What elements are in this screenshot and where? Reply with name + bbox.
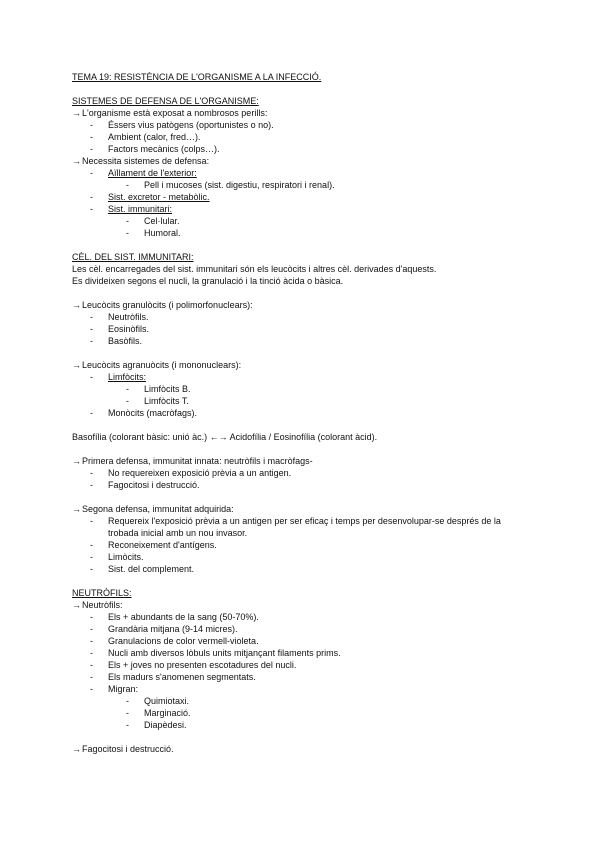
list-item bbox=[90, 192, 210, 204]
bullet-line bbox=[72, 504, 234, 516]
line-text: Necessita sistemes de defensa: bbox=[82, 156, 210, 166]
line-text: Requereix l'exposició prèvia a un antigen per ser eficaç i temps per desenvolupar-se després de la bbox=[108, 516, 501, 526]
line-text: Grandària mitjana (9-14 micres). bbox=[108, 624, 238, 634]
list-item bbox=[90, 516, 501, 528]
list-item bbox=[90, 468, 291, 480]
bullet-line bbox=[72, 456, 313, 468]
list-item bbox=[90, 120, 274, 132]
line-text: Pell i mucoses (sist. digestiu, respiratori i renal). bbox=[144, 180, 335, 190]
dash-bullet: - bbox=[90, 312, 93, 322]
arrow-right-icon: → bbox=[72, 108, 81, 118]
line-text: Sist. immunitari: bbox=[108, 204, 173, 214]
list-item bbox=[90, 672, 256, 684]
arrow-right-icon: → bbox=[72, 744, 81, 754]
line-text: Els + abundants de la sang (50-70%). bbox=[108, 612, 259, 622]
line-text: Factors mecànics (colps…). bbox=[108, 144, 220, 154]
dash-bullet: - bbox=[90, 624, 93, 634]
dash-bullet: - bbox=[90, 372, 93, 382]
dash-bullet: - bbox=[90, 648, 93, 658]
line-text: Fagocitosi i destrucció. bbox=[82, 744, 174, 754]
dash-bullet: - bbox=[90, 612, 93, 622]
dash-bullet: - bbox=[90, 168, 93, 178]
line-text: Quimiotaxi. bbox=[144, 696, 190, 706]
line-text: L'organisme està exposat a nombrosos perills: bbox=[82, 108, 268, 118]
line-text: No requereixen exposició prèvia a un antigen. bbox=[108, 468, 292, 478]
dash-bullet: - bbox=[90, 540, 93, 550]
arrow-right-icon: → bbox=[72, 360, 81, 370]
list-item bbox=[126, 216, 180, 228]
dash-bullet: - bbox=[90, 204, 93, 214]
paragraph-line: Es divideixen segons el nucli, la granulació i la tinció àcida o bàsica. bbox=[72, 276, 344, 286]
line-text: Aïllament de l'exterior: bbox=[108, 168, 197, 178]
dash-bullet: - bbox=[90, 672, 93, 682]
arrow-right-icon: → bbox=[72, 156, 81, 166]
bullet-line bbox=[72, 600, 123, 612]
line-text: Migran: bbox=[108, 684, 139, 694]
line-text: Limfòcits T. bbox=[144, 396, 189, 406]
line-text: Basòfils. bbox=[108, 336, 143, 346]
dash-bullet: - bbox=[90, 636, 93, 646]
line-text: Diapèdesi. bbox=[144, 720, 187, 730]
list-item bbox=[90, 552, 144, 564]
dash-bullet: - bbox=[90, 564, 93, 574]
list-item bbox=[90, 648, 341, 660]
line-text: Éssers vius patògens (oportunistes o no). bbox=[108, 120, 274, 130]
line-text: Sist. excretor - metabòlic. bbox=[108, 192, 210, 202]
dash-bullet: - bbox=[126, 396, 129, 406]
dash-bullet: - bbox=[90, 120, 93, 130]
list-item bbox=[126, 696, 189, 708]
paragraph-line: Les cèl. encarregades del sist. immunitari són els leucòcits i altres cèl. derivades d'aquests. bbox=[72, 264, 437, 274]
dash-bullet: - bbox=[126, 384, 129, 394]
dash-bullet: - bbox=[126, 180, 129, 190]
dash-bullet: - bbox=[126, 720, 129, 730]
dash-bullet: - bbox=[90, 468, 93, 478]
line-text: Limfòcits B. bbox=[144, 384, 191, 394]
section-heading-defense-systems: SISTEMES DE DEFENSA DE L'ORGANISME: bbox=[72, 96, 259, 106]
dash-bullet: - bbox=[126, 216, 129, 226]
paragraph-line: Basofília (colorant bàsic: unió àc.) ←→ Acidofília / Eosinofília (colorant àcid). bbox=[72, 432, 378, 442]
list-item bbox=[90, 636, 259, 648]
list-item bbox=[90, 660, 296, 672]
line-text: Leucòcits agranuòcits (i mononuclears): bbox=[82, 360, 242, 370]
dash-bullet: - bbox=[90, 192, 93, 202]
line-text: Limòcits. bbox=[108, 552, 144, 562]
dash-bullet: - bbox=[126, 228, 129, 238]
dash-bullet: - bbox=[90, 132, 93, 142]
list-item bbox=[90, 612, 259, 624]
line-text: Reconeixement d'antígens. bbox=[108, 540, 217, 550]
bullet-line bbox=[72, 744, 174, 756]
dash-bullet: - bbox=[90, 324, 93, 334]
list-item bbox=[126, 228, 181, 240]
section-heading-neutrophils: NEUTRÒFILS: bbox=[72, 588, 132, 598]
dash-bullet: - bbox=[90, 408, 93, 418]
arrow-right-icon: → bbox=[72, 300, 81, 310]
list-item-continuation: trobada inicial amb un nou invasor. bbox=[108, 528, 248, 538]
document-title: TEMA 19: RESISTÈNCIA DE L'ORGANISME A LA INFECCIÓ. bbox=[72, 72, 322, 82]
line-text: Leucòcits granulòcits (i polimorfonuclears): bbox=[82, 300, 253, 310]
dash-bullet: - bbox=[90, 480, 93, 490]
bullet-line bbox=[72, 108, 267, 120]
dash-bullet: - bbox=[90, 144, 93, 154]
line-text: Fagocitosi i destrucció. bbox=[108, 480, 200, 490]
bullet-line bbox=[72, 360, 241, 372]
list-item bbox=[90, 624, 238, 636]
list-item bbox=[90, 564, 194, 576]
line-text: Marginació. bbox=[144, 708, 191, 718]
line-text: Eosinòfils. bbox=[108, 324, 150, 334]
list-item bbox=[90, 372, 146, 384]
line-text: Els + joves no presenten escotadures del nucli. bbox=[108, 660, 297, 670]
dash-bullet: - bbox=[126, 696, 129, 706]
dash-bullet: - bbox=[90, 516, 93, 526]
arrow-right-icon: → bbox=[72, 456, 81, 466]
list-item bbox=[90, 408, 197, 420]
bullet-line bbox=[72, 156, 209, 168]
list-item bbox=[90, 540, 217, 552]
line-text: Segona defensa, immunitat adquirida: bbox=[82, 504, 234, 514]
list-item bbox=[90, 132, 201, 144]
list-item bbox=[90, 324, 149, 336]
dash-bullet: - bbox=[90, 660, 93, 670]
list-item bbox=[90, 312, 149, 324]
line-text: Neutròfils. bbox=[108, 312, 149, 322]
line-text: Neutròfils: bbox=[82, 600, 123, 610]
list-item bbox=[90, 684, 138, 696]
line-text: Humoral. bbox=[144, 228, 181, 238]
dash-bullet: - bbox=[126, 708, 129, 718]
list-item bbox=[126, 180, 335, 192]
bullet-line bbox=[72, 300, 253, 312]
dash-bullet: - bbox=[90, 336, 93, 346]
line-text: Granulacions de color vermell-violeta. bbox=[108, 636, 259, 646]
list-item bbox=[90, 480, 200, 492]
line-text: Limfòcits: bbox=[108, 372, 147, 382]
line-text: Sist. del complement. bbox=[108, 564, 195, 574]
line-text: Ambient (calor, fred…). bbox=[108, 132, 201, 142]
list-item bbox=[90, 204, 172, 216]
list-item bbox=[90, 144, 220, 156]
line-text: Els madurs s'anomenen segmentats. bbox=[108, 672, 256, 682]
list-item bbox=[90, 168, 197, 180]
dash-bullet: - bbox=[90, 684, 93, 694]
list-item bbox=[90, 336, 142, 348]
line-text: Monòcits (macròfags). bbox=[108, 408, 198, 418]
list-item bbox=[126, 720, 187, 732]
list-item bbox=[126, 384, 191, 396]
list-item bbox=[126, 396, 189, 408]
line-text: Cel·lular. bbox=[144, 216, 180, 226]
list-item bbox=[126, 708, 191, 720]
line-text: Nucli amb diversos lòbuls units mitjançant filaments prims. bbox=[108, 648, 341, 658]
arrow-right-icon: → bbox=[72, 600, 81, 610]
section-heading-immune-cells: CÈL. DEL SIST. IMMUNITARI: bbox=[72, 252, 194, 262]
line-text: Primera defensa, immunitat innata: neutròfils i macròfags- bbox=[82, 456, 313, 466]
dash-bullet: - bbox=[90, 552, 93, 562]
arrow-right-icon: → bbox=[72, 504, 81, 514]
